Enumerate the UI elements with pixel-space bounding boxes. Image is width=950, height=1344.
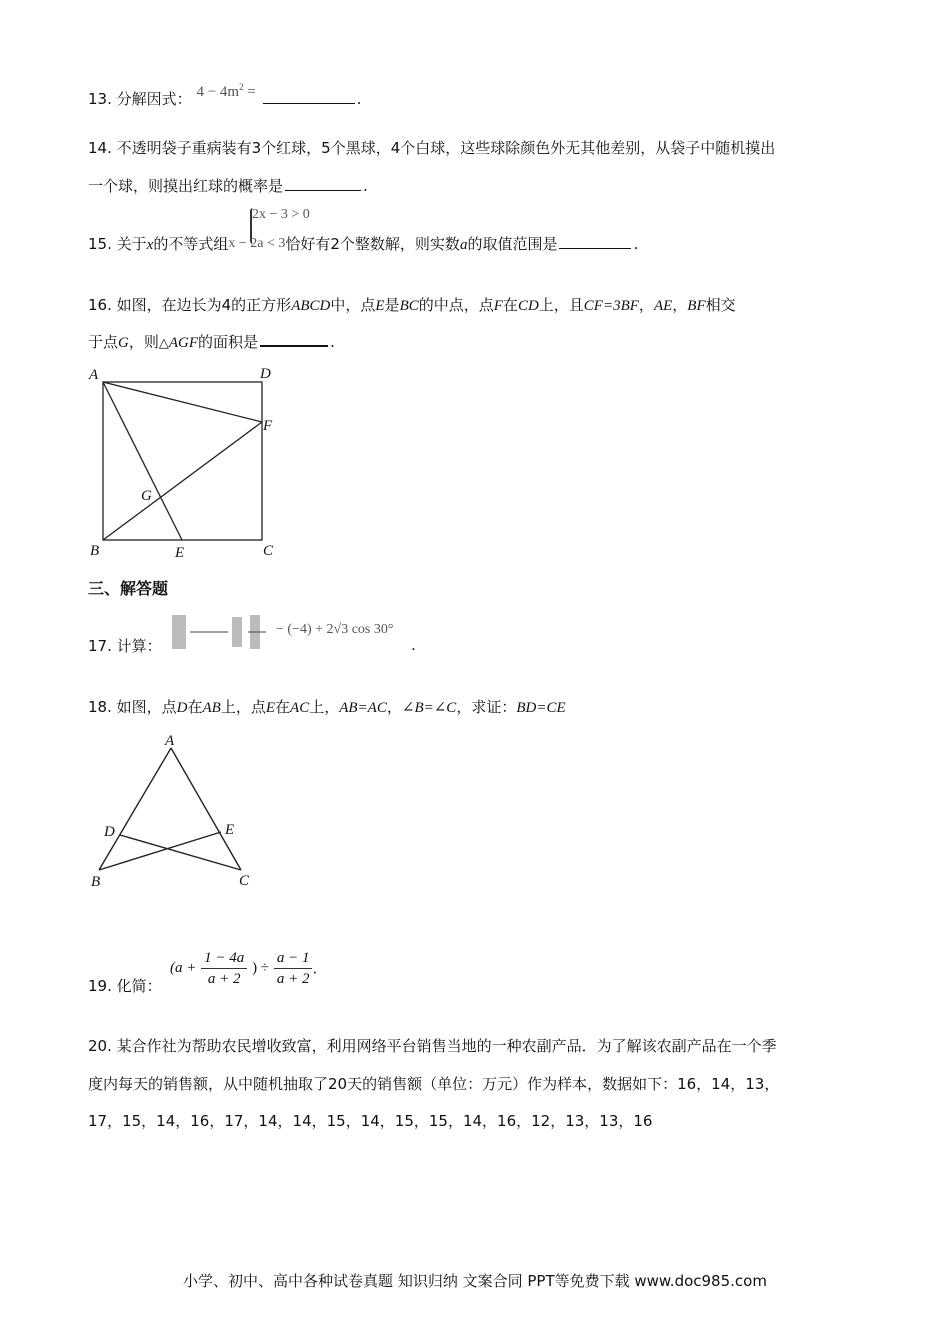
question-text: 化简： <box>116 977 162 995</box>
segment-bf <box>103 422 262 540</box>
text: 于点 <box>88 333 119 351</box>
garbled-glyph <box>172 615 186 649</box>
inequality-bottom: x − 2a < 3 <box>228 236 286 251</box>
label-d: D <box>260 366 271 382</box>
expr-sup: 2 <box>239 82 244 92</box>
math-fragment-graphic <box>170 612 275 652</box>
question-text: 17，15，14，16，17，14，14，15，14，15，15，14，16，12，13，13，16 <box>88 1112 653 1130</box>
question-15 <box>88 233 638 254</box>
label-e: E <box>225 822 235 838</box>
expr-eq: = <box>243 84 256 100</box>
label-a: A <box>89 367 99 383</box>
question-number: 14. <box>88 139 112 157</box>
label-b: B <box>91 874 101 890</box>
expr-divide: ) ÷ <box>252 960 270 976</box>
question-14-line2 <box>88 175 368 196</box>
question-text: 某合作社为帮助农民增收致富，利用网络平台销售当地的一种农副产品．为了解该农副产品在一个季 <box>116 1037 777 1055</box>
count: 2 <box>330 235 340 253</box>
text: 是 <box>384 296 400 314</box>
text: ， <box>638 296 654 314</box>
label-c: C <box>239 873 250 889</box>
label: F <box>493 298 503 314</box>
question-number: 13. <box>88 90 112 108</box>
label: G <box>118 335 129 351</box>
label-f: F <box>263 418 273 434</box>
text: 如图，点 <box>116 698 177 716</box>
label: CF=3BF <box>583 298 639 314</box>
label-g: G <box>141 488 152 504</box>
text: 恰好有 <box>285 235 331 253</box>
question-number: 18. <box>88 698 112 716</box>
label-a: A <box>165 733 175 749</box>
expr-main: 4 − 4m <box>196 84 240 100</box>
fraction-2 <box>274 948 313 989</box>
question-13 <box>88 82 362 109</box>
label: E <box>265 700 276 716</box>
text: ，则 <box>128 333 159 351</box>
garbled-math-fragment <box>170 612 275 652</box>
denominator: a + 2 <box>207 971 241 987</box>
condition: ∠B=∠C <box>401 700 457 716</box>
text: ，求证： <box>456 698 517 716</box>
question-text: 不透明袋子重病装有3个红球，5个黑球，4个白球，这些球除颜色外无其他差别，从袋子中随机摸出 <box>116 139 776 157</box>
label-b: B <box>90 543 100 559</box>
question-number: 19. <box>88 977 112 995</box>
text: 如图，在边长为4的正方形 <box>116 296 292 314</box>
text: ， <box>672 296 688 314</box>
segment-cd <box>120 835 241 870</box>
answer-blank <box>263 102 355 104</box>
label: CD <box>517 298 539 314</box>
math-expression <box>170 948 317 989</box>
answer-blank <box>559 247 631 249</box>
punctuation: . <box>312 959 318 978</box>
question-20-line2 <box>88 1073 779 1094</box>
text: 的不等式组 <box>153 235 229 253</box>
label-c: C <box>263 543 274 559</box>
question-text: 计算： <box>116 637 162 655</box>
numerator: a − 1 <box>274 948 313 969</box>
text: 在 <box>502 296 518 314</box>
variable-a: a <box>459 237 468 253</box>
punctuation: . <box>330 333 335 351</box>
question-number: 15. <box>88 235 112 253</box>
question-17 <box>88 635 162 656</box>
question-text: 一个球，则摸出红球的概率是 <box>88 177 284 195</box>
label-d: D <box>104 824 115 840</box>
section-title: 三、解答题 <box>88 579 169 598</box>
fraction-1 <box>201 948 247 989</box>
question-text: 分解因式： <box>116 90 192 108</box>
segment-ae <box>103 382 182 540</box>
text: 个整数解，则实数 <box>339 235 460 253</box>
label: AGF <box>168 335 199 351</box>
denominator: a + 2 <box>276 971 310 987</box>
label: AE <box>653 298 673 314</box>
answer-blank <box>260 344 328 347</box>
math-expression-tail: − (−4) + 2√3 cos 30° <box>276 622 394 637</box>
text: 中，点 <box>330 296 376 314</box>
punctuation: . <box>363 177 368 195</box>
label: AB <box>202 700 221 716</box>
goal: BD=CE <box>516 700 566 716</box>
question-number: 16. <box>88 296 112 314</box>
question-20-line1 <box>88 1035 777 1056</box>
question-18 <box>88 696 566 717</box>
question-text: 度内每天的销售额，从中随机抽取了20天的销售额（单位：万元）作为样本，数据如下：16，14，13， <box>88 1075 780 1093</box>
text: 在 <box>275 698 291 716</box>
triangle-symbol: △ <box>158 336 169 351</box>
text: 在 <box>187 698 203 716</box>
label: AC <box>290 700 310 716</box>
variable-x: x <box>146 237 154 253</box>
label: E <box>375 298 385 314</box>
numerator: 1 − 4a <box>201 948 247 969</box>
question-16-line2 <box>88 331 335 352</box>
garbled-glyph <box>232 617 242 647</box>
punctuation: . <box>411 636 416 654</box>
condition: AB=AC <box>339 700 387 716</box>
text: ， <box>386 698 402 716</box>
question-number: 20. <box>88 1037 112 1055</box>
label: BC <box>399 298 419 314</box>
text: 的中点，点 <box>418 296 494 314</box>
segment-af <box>103 382 262 422</box>
segment-ab <box>99 748 171 870</box>
question-19 <box>88 975 162 996</box>
expr-left: (a + <box>170 960 197 976</box>
text: 的面积是 <box>198 333 259 351</box>
punctuation: . <box>633 235 639 253</box>
question-number: 17. <box>88 637 112 655</box>
math-expression <box>196 84 255 100</box>
question-14-line1 <box>88 137 775 158</box>
label: ABCD <box>291 298 331 314</box>
answer-blank <box>285 189 361 191</box>
text: 的取值范围是 <box>467 235 558 253</box>
text: 上，且 <box>538 296 584 314</box>
text: 上，点 <box>220 698 266 716</box>
text: 相交 <box>705 296 736 314</box>
label-e: E <box>175 545 185 561</box>
inequality-top: 2x − 3 > 0 <box>252 207 310 222</box>
triangle-figure <box>85 728 265 893</box>
punctuation: . <box>356 90 362 108</box>
square-abcd <box>103 382 262 540</box>
question-20-line3 <box>88 1110 652 1131</box>
label: D <box>176 700 188 716</box>
text: 关于 <box>116 235 147 253</box>
page-footer: 小学、初中、高中各种试卷真题 知识归纳 文案合同 PPT等免费下载 www.doc985.com <box>183 1272 767 1290</box>
label: BF <box>687 298 706 314</box>
square-figure <box>85 362 285 562</box>
question-16-line1 <box>88 294 736 315</box>
text: 上， <box>309 698 340 716</box>
segment-ac <box>171 748 241 870</box>
